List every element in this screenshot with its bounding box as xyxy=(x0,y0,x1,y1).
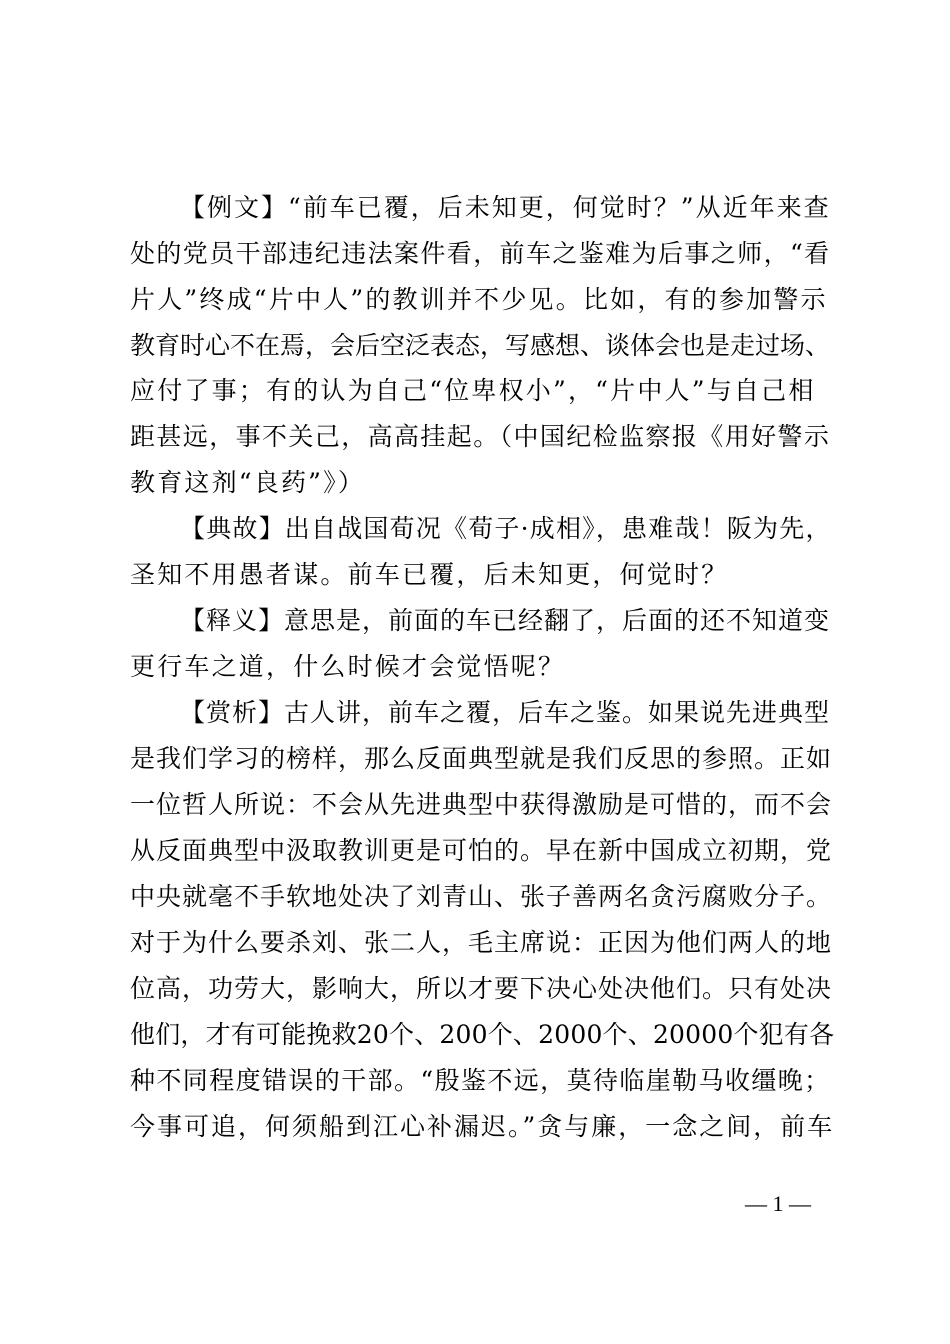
text-line: 【赏析】古人讲，前车之覆，后车之鉴。如果说先进典型 xyxy=(180,698,831,727)
text-line: 片人”终成“片中人”的教训并不少见。比如，有的参加警示 xyxy=(130,285,828,314)
text-line: 他们，才有可能挽救20个、200个、2000个、20000个犯有各 xyxy=(130,1020,835,1049)
text-line: 更行车之道，什么时候才会觉悟呢？ xyxy=(130,652,566,681)
text-line: 处的党员干部违纪违法案件看，前车之鉴难为后事之师，“看 xyxy=(130,239,831,268)
text-line: 教育这剂“良药”》） xyxy=(130,468,366,497)
text-line: 中央就毫不手软地处决了刘青山、张子善两名贪污腐败分子。 xyxy=(130,882,833,911)
text-line: 对于为什么要杀刘、张二人，毛主席说：正因为他们两人的地 xyxy=(130,928,833,957)
text-line: 应付了事；有的认为自己“位卑权小”，“片中人”与自己相 xyxy=(130,376,816,405)
text-line: 【释义】意思是，前面的车已经翻了，后面的还不知道变 xyxy=(180,606,831,635)
text-line: 今事可追，何须船到江心补漏迟。”贪与廉，一念之间，前车 xyxy=(130,1112,835,1141)
text-line: 圣知不用愚者谋。前车已覆，后未知更，何觉时？ xyxy=(130,560,729,589)
text-line: 距甚远，事不关己，高高挂起。（中国纪检监察报《用好警示 xyxy=(130,422,831,451)
text-line: 种不同程度错误的干部。“殷鉴不远，莫待临崖勒马收缰晚； xyxy=(130,1066,831,1095)
text-line: 从反面典型中汲取教训更是可怕的。早在新中国成立初期，党 xyxy=(130,836,833,865)
text-line: 【例文】“前车已覆，后未知更，何觉时？”从近年来查 xyxy=(180,193,831,222)
text-line: 一位哲人所说：不会从先进典型中获得激励是可惜的，而不会 xyxy=(130,790,833,819)
text-line: 位高，功劳大，影响大，所以才要下决心处决他们。只有处决 xyxy=(130,974,833,1003)
page-number: — 1 — xyxy=(745,1191,811,1216)
text-line: 【典故】出自战国荀况《荀子·成相》，患难哉！阪为先， xyxy=(180,514,832,543)
text-line: 是我们学习的榜样，那么反面典型就是我们反思的参照。正如 xyxy=(130,744,833,773)
text-line: 教育时心不在焉，会后空泛表态，写感想、谈体会也是走过场、 xyxy=(130,331,831,360)
